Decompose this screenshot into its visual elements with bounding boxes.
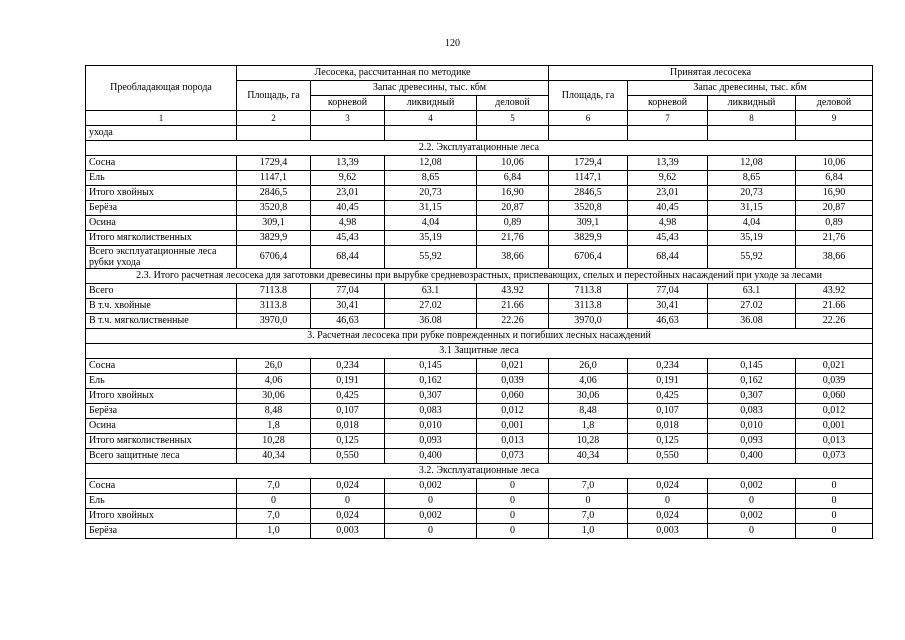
- value-cell: 2846,5: [237, 186, 311, 201]
- value-cell: 0,400: [385, 449, 477, 464]
- business-stock-header: деловой: [796, 96, 873, 111]
- table-row: [86, 284, 873, 299]
- value-cell: 21,76: [796, 231, 873, 246]
- value-cell: 0: [708, 494, 796, 509]
- value-cell: 0: [708, 524, 796, 539]
- value-cell: 7113.8: [237, 284, 311, 299]
- value-cell: [628, 126, 708, 141]
- value-cell: 0: [628, 494, 708, 509]
- species-cell: Итого мягколиственных: [86, 231, 237, 246]
- value-cell: 40,34: [549, 449, 628, 464]
- table-row: [86, 186, 873, 201]
- value-cell: 309,1: [549, 216, 628, 231]
- value-cell: 3520,8: [237, 201, 311, 216]
- value-cell: 77,04: [628, 284, 708, 299]
- value-cell: 38,66: [796, 246, 873, 269]
- species-cell: Берёза: [86, 404, 237, 419]
- area-header-accepted: Площадь, га: [549, 81, 628, 111]
- table-row: [86, 126, 873, 141]
- table-row: [86, 201, 873, 216]
- table-row: [86, 389, 873, 404]
- value-cell: 0,012: [477, 404, 549, 419]
- value-cell: 22.26: [477, 314, 549, 329]
- value-cell: 0,001: [796, 419, 873, 434]
- value-cell: 0: [311, 494, 385, 509]
- value-cell: 309,1: [237, 216, 311, 231]
- value-cell: 9,62: [311, 171, 385, 186]
- value-cell: 8,48: [549, 404, 628, 419]
- species-header: Преобладающая порода: [86, 66, 237, 111]
- column-number: 9: [796, 111, 873, 126]
- column-number: 2: [237, 111, 311, 126]
- value-cell: 3970,0: [237, 314, 311, 329]
- table-row: [86, 359, 873, 374]
- value-cell: 10,28: [237, 434, 311, 449]
- species-cell: Ель: [86, 171, 237, 186]
- root-stock-header: корневой: [311, 96, 385, 111]
- value-cell: 12,08: [385, 156, 477, 171]
- value-cell: 0: [385, 524, 477, 539]
- value-cell: 0,010: [385, 419, 477, 434]
- value-cell: 4,04: [385, 216, 477, 231]
- section-heading: 2.2. Эксплуатационные леса: [86, 141, 873, 156]
- table-row: [86, 479, 873, 494]
- value-cell: 4,06: [549, 374, 628, 389]
- value-cell: 6706,4: [237, 246, 311, 269]
- value-cell: 0,162: [385, 374, 477, 389]
- species-cell: Всего: [86, 284, 237, 299]
- value-cell: 6,84: [477, 171, 549, 186]
- value-cell: 0: [477, 509, 549, 524]
- section-heading: 3. Расчетная лесосека при рубке поврежденных и погибших лесных насаждений: [86, 329, 873, 344]
- value-cell: 0,107: [628, 404, 708, 419]
- value-cell: 10,28: [549, 434, 628, 449]
- value-cell: 0: [796, 479, 873, 494]
- value-cell: 3829,9: [549, 231, 628, 246]
- value-cell: 4,04: [708, 216, 796, 231]
- table-header: [86, 66, 873, 126]
- value-cell: 0,234: [628, 359, 708, 374]
- value-cell: 20,73: [708, 186, 796, 201]
- value-cell: 55,92: [385, 246, 477, 269]
- value-cell: 0,024: [628, 509, 708, 524]
- value-cell: 1,0: [237, 524, 311, 539]
- section-heading-row: [86, 141, 873, 156]
- table-row: [86, 246, 873, 269]
- value-cell: 0,018: [311, 419, 385, 434]
- species-cell: Берёза: [86, 201, 237, 216]
- value-cell: [385, 126, 477, 141]
- value-cell: 13,39: [628, 156, 708, 171]
- species-cell: Ель: [86, 374, 237, 389]
- value-cell: 68,44: [311, 246, 385, 269]
- value-cell: 0,083: [708, 404, 796, 419]
- table-row: [86, 494, 873, 509]
- value-cell: 27.02: [708, 299, 796, 314]
- column-number: 1: [86, 111, 237, 126]
- value-cell: 0,002: [708, 479, 796, 494]
- value-cell: 20,73: [385, 186, 477, 201]
- table-row: [86, 449, 873, 464]
- value-cell: 4,98: [311, 216, 385, 231]
- species-cell: Осина: [86, 419, 237, 434]
- value-cell: 3970,0: [549, 314, 628, 329]
- species-cell: Итого хвойных: [86, 186, 237, 201]
- value-cell: 40,34: [237, 449, 311, 464]
- accepted-cutting-area-header: Принятая лесосека: [549, 66, 873, 81]
- area-header-calc: Площадь, га: [237, 81, 311, 111]
- value-cell: 0,550: [311, 449, 385, 464]
- species-cell: Всего защитные леса: [86, 449, 237, 464]
- section-heading-row: [86, 329, 873, 344]
- value-cell: 8,48: [237, 404, 311, 419]
- table-row: [86, 231, 873, 246]
- value-cell: 40,45: [311, 201, 385, 216]
- value-cell: 0,039: [796, 374, 873, 389]
- species-cell: Всего эксплуатационные леса рубки ухода: [86, 246, 237, 269]
- section-heading: 3.2. Эксплуатационные леса: [86, 464, 873, 479]
- value-cell: 77,04: [311, 284, 385, 299]
- species-cell: Осина: [86, 216, 237, 231]
- value-cell: 0: [796, 524, 873, 539]
- value-cell: 0,89: [477, 216, 549, 231]
- value-cell: 3113.8: [237, 299, 311, 314]
- calculated-cutting-area-header: Лесосека, рассчитанная по методике: [237, 66, 549, 81]
- table-body: [86, 126, 873, 539]
- value-cell: 0,550: [628, 449, 708, 464]
- value-cell: 0: [549, 494, 628, 509]
- value-cell: 23,01: [628, 186, 708, 201]
- value-cell: 21.66: [477, 299, 549, 314]
- value-cell: 0,425: [628, 389, 708, 404]
- value-cell: 1729,4: [237, 156, 311, 171]
- value-cell: 0,191: [628, 374, 708, 389]
- table-row: [86, 314, 873, 329]
- value-cell: 35,19: [385, 231, 477, 246]
- species-cell: ухода: [86, 126, 237, 141]
- species-cell: Итого хвойных: [86, 389, 237, 404]
- section-heading-row: [86, 269, 873, 284]
- value-cell: [311, 126, 385, 141]
- value-cell: 0: [477, 479, 549, 494]
- value-cell: 6,84: [796, 171, 873, 186]
- value-cell: 1,8: [549, 419, 628, 434]
- value-cell: 16,90: [477, 186, 549, 201]
- species-cell: Ель: [86, 494, 237, 509]
- value-cell: 0: [385, 494, 477, 509]
- value-cell: 0,018: [628, 419, 708, 434]
- value-cell: 0,012: [796, 404, 873, 419]
- value-cell: 0: [796, 494, 873, 509]
- value-cell: 36.08: [385, 314, 477, 329]
- value-cell: 8,65: [708, 171, 796, 186]
- value-cell: 21,76: [477, 231, 549, 246]
- species-cell: В т.ч. хвойные: [86, 299, 237, 314]
- value-cell: 0,400: [708, 449, 796, 464]
- value-cell: 0,002: [385, 509, 477, 524]
- value-cell: 63.1: [385, 284, 477, 299]
- table-row: [86, 171, 873, 186]
- value-cell: 0,060: [796, 389, 873, 404]
- value-cell: 6706,4: [549, 246, 628, 269]
- value-cell: 0,010: [708, 419, 796, 434]
- value-cell: 0,039: [477, 374, 549, 389]
- value-cell: 0,024: [628, 479, 708, 494]
- root-stock-header: корневой: [628, 96, 708, 111]
- value-cell: 7,0: [549, 509, 628, 524]
- value-cell: 0,021: [796, 359, 873, 374]
- table-row: [86, 374, 873, 389]
- table-row: [86, 509, 873, 524]
- value-cell: 22.26: [796, 314, 873, 329]
- value-cell: 1147,1: [549, 171, 628, 186]
- value-cell: 10,06: [477, 156, 549, 171]
- table-row: [86, 434, 873, 449]
- column-number: 8: [708, 111, 796, 126]
- column-number: 3: [311, 111, 385, 126]
- value-cell: 0,145: [385, 359, 477, 374]
- value-cell: 0,073: [477, 449, 549, 464]
- table-row: [86, 524, 873, 539]
- value-cell: 0,073: [796, 449, 873, 464]
- value-cell: 7,0: [549, 479, 628, 494]
- timber-harvest-table: [85, 65, 873, 539]
- value-cell: 26,0: [237, 359, 311, 374]
- value-cell: 0,013: [796, 434, 873, 449]
- value-cell: 9,62: [628, 171, 708, 186]
- value-cell: 20,87: [796, 201, 873, 216]
- column-number: 7: [628, 111, 708, 126]
- species-cell: Сосна: [86, 359, 237, 374]
- value-cell: 0,162: [708, 374, 796, 389]
- value-cell: 0,024: [311, 479, 385, 494]
- value-cell: 3113.8: [549, 299, 628, 314]
- value-cell: 4,98: [628, 216, 708, 231]
- value-cell: 0,083: [385, 404, 477, 419]
- value-cell: 0,234: [311, 359, 385, 374]
- value-cell: 26,0: [549, 359, 628, 374]
- value-cell: 2846,5: [549, 186, 628, 201]
- value-cell: 45,43: [628, 231, 708, 246]
- value-cell: 55,92: [708, 246, 796, 269]
- column-number: 5: [477, 111, 549, 126]
- species-cell: Итого мягколиственных: [86, 434, 237, 449]
- species-cell: Берёза: [86, 524, 237, 539]
- table-row: [86, 299, 873, 314]
- value-cell: 40,45: [628, 201, 708, 216]
- value-cell: 1,8: [237, 419, 311, 434]
- value-cell: [549, 126, 628, 141]
- table-row: [86, 404, 873, 419]
- table-row: [86, 216, 873, 231]
- value-cell: 0,001: [477, 419, 549, 434]
- value-cell: 0,002: [708, 509, 796, 524]
- value-cell: 1,0: [549, 524, 628, 539]
- value-cell: 0: [477, 524, 549, 539]
- value-cell: 30,06: [549, 389, 628, 404]
- species-cell: Итого хвойных: [86, 509, 237, 524]
- section-heading: 3.1 Защитные леса: [86, 344, 873, 359]
- value-cell: 4,06: [237, 374, 311, 389]
- species-cell: Сосна: [86, 156, 237, 171]
- value-cell: 45,43: [311, 231, 385, 246]
- value-cell: 3829,9: [237, 231, 311, 246]
- value-cell: 0,002: [385, 479, 477, 494]
- value-cell: 0,060: [477, 389, 549, 404]
- liquid-stock-header: ликвидный: [385, 96, 477, 111]
- value-cell: 0,093: [385, 434, 477, 449]
- value-cell: 30,41: [628, 299, 708, 314]
- value-cell: 3520,8: [549, 201, 628, 216]
- stock-header-calc: Запас древесины, тыс. кбм: [311, 81, 549, 96]
- value-cell: 0,013: [477, 434, 549, 449]
- value-cell: 0,89: [796, 216, 873, 231]
- value-cell: 12,08: [708, 156, 796, 171]
- value-cell: 0,307: [708, 389, 796, 404]
- value-cell: 0,024: [311, 509, 385, 524]
- value-cell: 0: [796, 509, 873, 524]
- value-cell: 13,39: [311, 156, 385, 171]
- value-cell: 0,093: [708, 434, 796, 449]
- value-cell: 21.66: [796, 299, 873, 314]
- value-cell: [237, 126, 311, 141]
- page-number: 120: [445, 38, 460, 49]
- value-cell: 36.08: [708, 314, 796, 329]
- value-cell: 30,41: [311, 299, 385, 314]
- value-cell: 46,63: [311, 314, 385, 329]
- value-cell: 38,66: [477, 246, 549, 269]
- value-cell: 31,15: [708, 201, 796, 216]
- value-cell: 0,003: [311, 524, 385, 539]
- value-cell: 35,19: [708, 231, 796, 246]
- value-cell: [708, 126, 796, 141]
- species-cell: Сосна: [86, 479, 237, 494]
- stock-header-accepted: Запас древесины, тыс. кбм: [628, 81, 873, 96]
- value-cell: 1147,1: [237, 171, 311, 186]
- value-cell: 7113.8: [549, 284, 628, 299]
- value-cell: 46,63: [628, 314, 708, 329]
- value-cell: 0,003: [628, 524, 708, 539]
- table-row: [86, 419, 873, 434]
- value-cell: 0,307: [385, 389, 477, 404]
- value-cell: 8,65: [385, 171, 477, 186]
- value-cell: 7,0: [237, 509, 311, 524]
- value-cell: 0,191: [311, 374, 385, 389]
- value-cell: 43.92: [796, 284, 873, 299]
- value-cell: 31,15: [385, 201, 477, 216]
- business-stock-header: деловой: [477, 96, 549, 111]
- value-cell: 30,06: [237, 389, 311, 404]
- value-cell: 20,87: [477, 201, 549, 216]
- table-row: [86, 156, 873, 171]
- section-heading-row: [86, 344, 873, 359]
- value-cell: 23,01: [311, 186, 385, 201]
- column-number-row: [86, 111, 873, 126]
- value-cell: 0: [477, 494, 549, 509]
- value-cell: 68,44: [628, 246, 708, 269]
- value-cell: 16,90: [796, 186, 873, 201]
- value-cell: [796, 126, 873, 141]
- value-cell: 0,145: [708, 359, 796, 374]
- value-cell: 27.02: [385, 299, 477, 314]
- section-heading-row: [86, 464, 873, 479]
- value-cell: 0,425: [311, 389, 385, 404]
- value-cell: 1729,4: [549, 156, 628, 171]
- liquid-stock-header: ликвидный: [708, 96, 796, 111]
- value-cell: 43.92: [477, 284, 549, 299]
- value-cell: 0,125: [311, 434, 385, 449]
- value-cell: 0,107: [311, 404, 385, 419]
- column-number: 4: [385, 111, 477, 126]
- value-cell: 0,021: [477, 359, 549, 374]
- section-heading: 2.3. Итого расчетная лесосека для заготовки древесины при вырубке средневозрастных, приспевающих, спелых и перестойных насаждений при уходе за лесами: [86, 269, 873, 284]
- value-cell: 10,06: [796, 156, 873, 171]
- value-cell: 0,125: [628, 434, 708, 449]
- value-cell: 63.1: [708, 284, 796, 299]
- value-cell: 0: [237, 494, 311, 509]
- value-cell: [477, 126, 549, 141]
- value-cell: 7,0: [237, 479, 311, 494]
- column-number: 6: [549, 111, 628, 126]
- species-cell: В т.ч. мягколиственные: [86, 314, 237, 329]
